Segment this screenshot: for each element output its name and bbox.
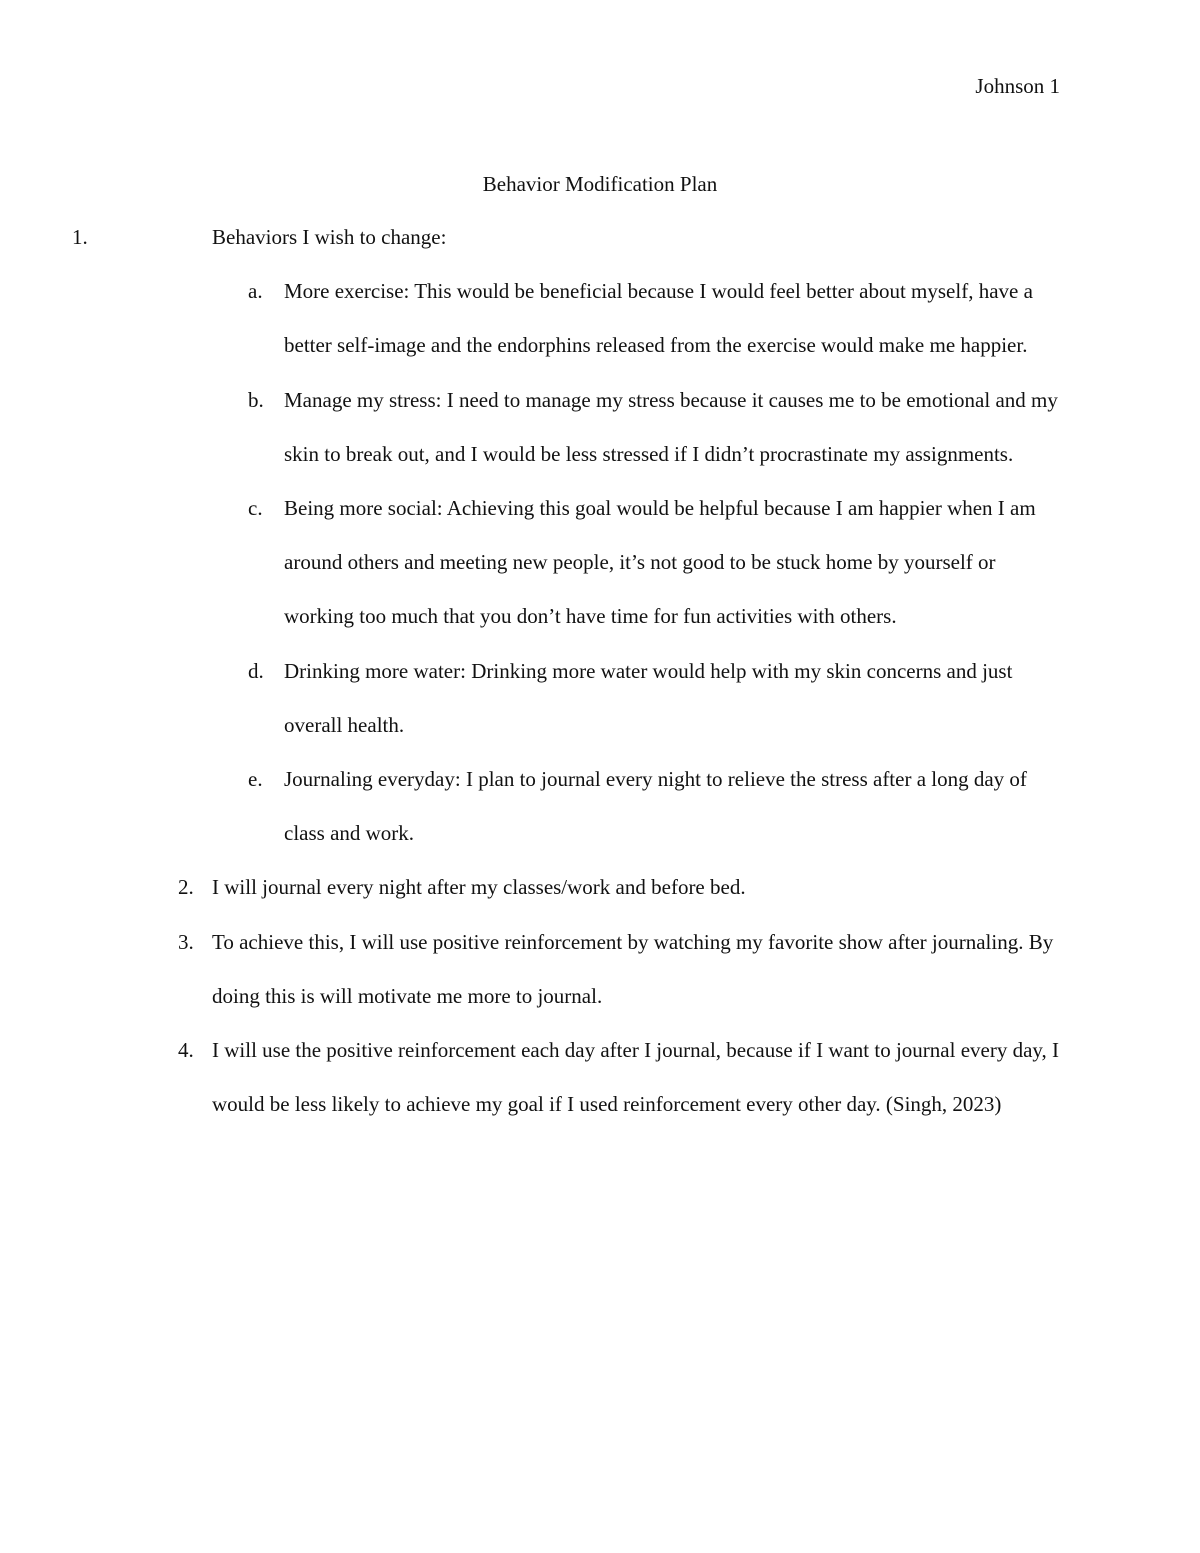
sub-item-text: Journaling everyday: I plan to journal every night to relieve the stress after a long day of class and work. [284,767,1027,846]
sub-letter: b. [248,387,264,412]
sub-item-text: Drinking more water: Drinking more water would help with my skin concerns and just overall health. [284,658,1013,737]
list-item-3 [106,915,1060,1023]
list-number: 2. [178,875,194,900]
list-item-1 [72,210,1060,860]
sub-letter: e. [248,767,263,792]
sub-item-c [212,481,1060,644]
main-list [72,210,1060,1131]
list-number: 3. [178,929,194,954]
sub-list [212,264,1060,860]
list-item-2 [106,860,1060,914]
running-head: Johnson 1 [975,74,1060,98]
list-item-text: To achieve this, I will use positive reinforcement by watching my favorite show after journaling. By doing this is will motivate me more to journal. [212,929,1054,1008]
list-number: 1. [72,225,88,249]
list-item-4 [106,1023,1060,1131]
sub-item-d [212,644,1060,752]
sub-item-b [212,373,1060,481]
sub-letter: d. [248,658,264,683]
document-body [72,210,1060,1131]
sub-item-e [212,752,1060,860]
sub-letter: c. [248,496,263,521]
sub-item-text: Being more social: Achieving this goal would be helpful because I am happier when I am around others and meeting new people, it’s not good to be stuck home by yourself or working too much that you don’t have time for fun activities with others. [284,496,1036,629]
sub-item-text: Manage my stress: I need to manage my stress because it causes me to be emotional and my skin to break out, and I would be less stressed if I didn’t procrastinate my assignments. [284,387,1058,466]
list-item-text: I will journal every night after my classes/work and before bed. [212,875,746,900]
page-title: Behavior Modification Plan [482,172,718,196]
sub-item-text: More exercise: This would be beneficial because I would feel better about myself, have a better self-image and the endorphins released from the exercise would make me happier. [284,279,1033,358]
list-number: 4. [178,1038,194,1063]
list-item-text: I will use the positive reinforcement each day after I journal, because if I want to journal every day, I would be less likely to achieve my goal if I used reinforcement every other day. (Singh, 2023) [212,1038,1060,1117]
list-item-text: Behaviors I wish to change: [212,225,447,249]
sub-letter: a. [248,279,263,304]
sub-item-a [212,264,1060,372]
